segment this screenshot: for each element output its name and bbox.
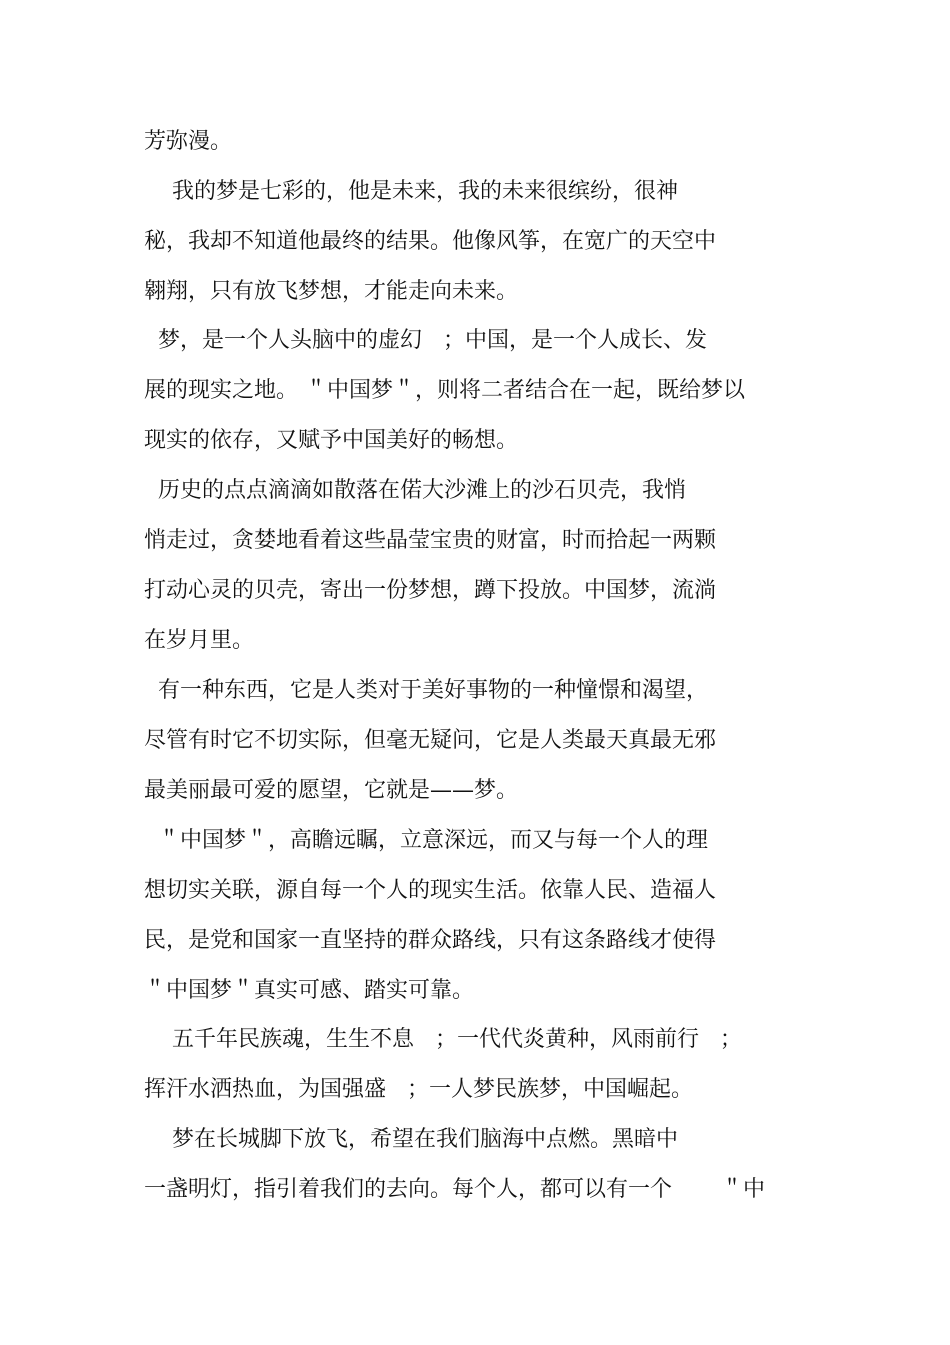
text-line: 展的现实之地。 ＂中国梦＂，则将二者结合在一起，既给梦以 xyxy=(144,378,745,403)
text-line: 在岁月里。 xyxy=(144,628,255,653)
text-line: 梦在长城脚下放飞，希望在我们脑海中点燃。黑暗中 xyxy=(144,1127,678,1152)
text-line: 挥汗水洒热血，为国强盛 ；一人梦民族梦，中国崛起。 xyxy=(144,1077,693,1102)
text-line: 一盏明灯，指引着我们的去向。每个人，都可以有一个 ＂中 xyxy=(144,1177,765,1202)
text-line: 秘，我却不知道他最终的结果。他像风筝，在宽广的天空中 xyxy=(144,229,717,254)
text-line: 民，是党和国家一直坚持的群众路线，只有这条路线才使得 xyxy=(144,928,717,953)
text-line: 芳弥漫。 xyxy=(144,129,233,154)
text-line: 想切实关联，源自每一个人的现实生活。依靠人民、造福人 xyxy=(144,878,717,903)
text-line: 有一种东西，它是人类对于美好事物的一种憧憬和渴望， xyxy=(144,678,708,703)
text-line: 五千年民族魂，生生不息 ；一代代炎黄种，风雨前行 ； xyxy=(144,1027,742,1052)
text-line: 最美丽最可爱的愿望，它就是——梦。 xyxy=(144,778,519,803)
text-line: 我的梦是七彩的，他是未来，我的未来很缤纷，很神 xyxy=(144,179,678,204)
text-line: 悄走过，贪婪地看着这些晶莹宝贵的财富，时而拾起一两颗 xyxy=(144,528,717,553)
text-line: 历史的点点滴滴如散落在偌大沙滩上的沙石贝壳，我悄 xyxy=(144,478,686,503)
text-line: 尽管有时它不切实际，但毫无疑问，它是人类最天真最无邪 xyxy=(144,728,717,753)
text-line: 翱翔，只有放飞梦想，才能走向未来。 xyxy=(144,279,519,304)
text-line: 梦，是一个人头脑中的虚幻 ；中国，是一个人成长、发 xyxy=(144,328,707,353)
text-line: ＂中国梦＂真实可感、踏实可靠。 xyxy=(144,978,475,1003)
text-line: ＂中国梦＂，高瞻远瞩，立意深远，而又与每一个人的理 xyxy=(144,828,708,853)
text-line: 打动心灵的贝壳，寄出一份梦想，蹲下投放。中国梦，流淌 xyxy=(144,578,717,603)
text-line: 现实的依存，又赋予中国美好的畅想。 xyxy=(144,428,519,453)
